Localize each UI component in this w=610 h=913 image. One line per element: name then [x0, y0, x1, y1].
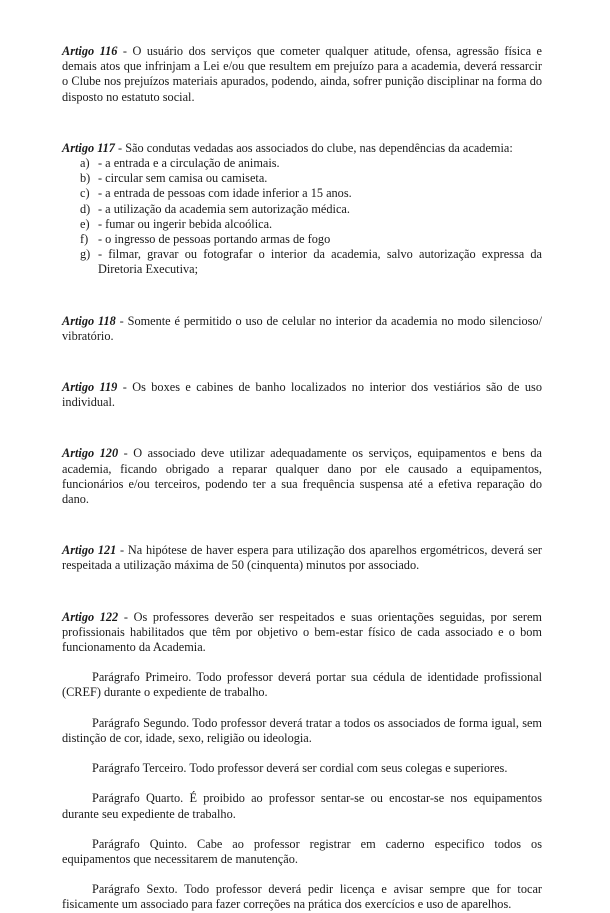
- article-text: - São condutas vedadas aos associados do clube, nas dependências da academia:: [114, 140, 513, 155]
- paragraph-third: Parágrafo Terceiro. Todo professor deverá ser cordial com seus colegas e superiores.: [92, 761, 508, 776]
- article-121: [62, 543, 542, 573]
- article-heading: Artigo 117: [62, 140, 115, 155]
- list-item-label: g): [80, 247, 91, 262]
- list-item-label: d): [80, 201, 91, 216]
- article-text: - O associado deve utilizar adequadamente os serviços, equipamentos e bens da academia, ficando obrigado a reparar qualquer dano por ele causado a equipamentos, funcionários e/ou terceiros, podendo ter a sua frequência suspensa até a efetiva reparação do dano.: [62, 446, 543, 507]
- list-item: [62, 156, 542, 171]
- list-item-text: - circular sem camisa ou camiseta.: [98, 171, 268, 186]
- article-heading: Artigo 121: [62, 543, 117, 558]
- list-item-label: c): [80, 186, 90, 201]
- list-item-text: - a entrada de pessoas com idade inferior a 15 anos.: [98, 186, 352, 201]
- article-119: [62, 380, 542, 410]
- list-item: [62, 232, 542, 247]
- article-122: [62, 610, 542, 913]
- list-item: [62, 186, 542, 201]
- list-item-label: e): [80, 216, 90, 231]
- list-item: [62, 217, 542, 232]
- paragraph-fifth: Parágrafo Quinto. Cabe ao professor registrar em caderno especifico todos os equipamentos que necessitarem de manutenção.: [62, 836, 542, 866]
- list-item-text: - fumar ou ingerir bebida alcoólica.: [98, 216, 273, 231]
- list-item-text: - filmar, gravar ou fotografar o interior da academia, salvo autorização expressa da Diretoria Executiva;: [98, 247, 542, 277]
- article-text: - Os professores deverão ser respeitados e suas orientações seguidas, por serem profissionais habilitados que têm por objetivo o bem-estar físico de cada associado e o bom funcionamento da Academia.: [62, 609, 542, 655]
- article-118: [62, 314, 542, 344]
- article-heading: Artigo 120: [62, 446, 119, 461]
- paragraph-fourth: Parágrafo Quarto. É proibido ao professor sentar-se ou encostar-se nos equipamentos durante seu expediente de trabalho.: [62, 791, 542, 821]
- list-item: [62, 171, 542, 186]
- article-heading: Artigo 119: [62, 380, 118, 395]
- article-text: - Na hipótese de haver espera para utilização dos aparelhos ergométricos, deverá ser respeitada a utilização máxima de 50 (cinquenta) minutos por associado.: [62, 543, 542, 573]
- article-117: [62, 141, 542, 278]
- paragraph-sixth: Parágrafo Sexto. Todo professor deverá pedir licença e avisar sempre que for tocar fisicamente um associado para fazer correções na prática dos exercícios e uso de aparelhos.: [62, 882, 542, 912]
- article-120: [62, 446, 542, 507]
- prohibited-conduct-list: [62, 156, 542, 278]
- article-text: - O usuário dos serviços que cometer qualquer atitude, ofensa, agressão física e demais atos que infrinjam a Lei e/ou que resultem em prejuízo para a academia, deverá ressarcir o Clube nos prejuízos materiais apurados, podendo, ainda, sofrer punição disciplinar na forma do disposto no estatuto social.: [62, 44, 542, 104]
- paragraph-first: Parágrafo Primeiro. Todo professor deverá portar sua cédula de identidade profissional (CREF) durante o expediente de trabalho.: [62, 670, 542, 700]
- list-item-text: - a utilização da academia sem autorização médica.: [98, 201, 350, 216]
- list-item: [62, 202, 542, 217]
- article-text: - Os boxes e cabines de banho localizados no interior dos vestiários são de uso individual.: [62, 380, 542, 410]
- list-item-label: f): [80, 232, 89, 247]
- list-item-label: b): [80, 171, 91, 186]
- article-heading: Artigo 122: [62, 609, 119, 624]
- article-text: - Somente é permitido o uso de celular no interior da academia no modo silencioso/ vibratório.: [62, 313, 542, 343]
- paragraph-second: Parágrafo Segundo. Todo professor deverá tratar a todos os associados de forma igual, sem distinção de cor, idade, sexo, religião ou ideologia.: [62, 715, 542, 745]
- document-page: [62, 44, 542, 913]
- list-item-text: - o ingresso de pessoas portando armas de fogo: [98, 232, 331, 247]
- article-116: [62, 44, 542, 105]
- list-item: [62, 247, 542, 277]
- article-heading: Artigo 116: [62, 44, 118, 58]
- list-item-label: a): [80, 156, 90, 171]
- article-heading: Artigo 118: [62, 313, 116, 328]
- list-item-text: - a entrada e a circulação de animais.: [98, 156, 280, 171]
